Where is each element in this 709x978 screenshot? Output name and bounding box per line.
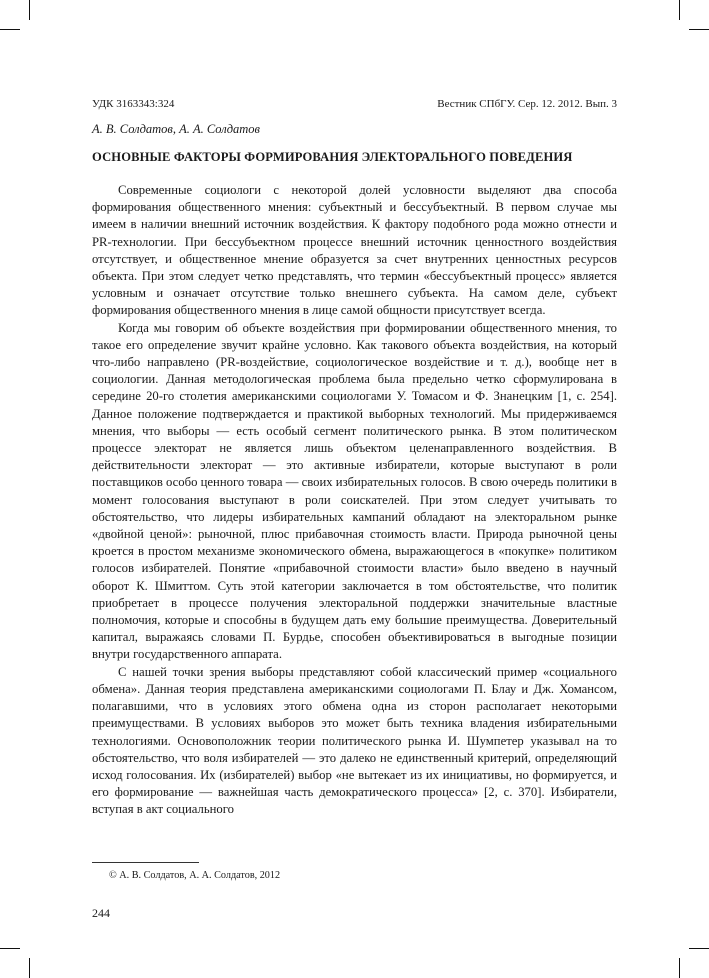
article-authors: А. В. Солдатов, А. А. Солдатов (92, 122, 260, 136)
crop-mark-bottom-left-vertical (29, 958, 30, 978)
copyright-footnote: © А. В. Солдатов, А. А. Солдатов, 2012 (109, 870, 281, 881)
footnote-divider (92, 862, 199, 863)
crop-mark-bottom-left-horizontal (0, 948, 20, 949)
journal-reference: Вестник СПбГУ. Сер. 12. 2012. Вып. 3 (437, 98, 617, 110)
running-header (92, 96, 617, 112)
article-title: ОСНОВНЫЕ ФАКТОРЫ ФОРМИРОВАНИЯ ЭЛЕКТОРАЛЬНОГО ПОВЕДЕНИЯ (92, 150, 573, 164)
body-paragraph-3: С нашей точки зрения выборы представляют собой классический пример «социального обмена». Данная теория представлена американскими социологами П. Блау и Дж. Хомансом, полагавшими, что в условиях этого обмена одна из сторон располагает некоторыми преимуществами. В условиях выборов это может быть техника владения избирательными технологиями. Основоположник теории политического рынка И. Шумпетер указывал на то обстоятельство, что воля избирателей — это далеко не единственный критерий, определяющий исход голосования. Их (избирателей) выбор «не вытекает из их инициативы, но формируется, и его формирование — важнейшая часть демократического процесса» [2, с. 370]. Избиратели, вступая в акт социального (92, 664, 617, 817)
body-paragraph-2: Когда мы говорим об объекте воздействия при формировании общественного мнения, то такое его определение звучит крайне условно. Как такового объекта воздействия, на который что-либо направлено (PR-воздействие, социологическое воздействие и т. д.), вообще нет в социологии. Данная методологическая проблема была предельно четко сформулирована в середине 20-го столетия американскими социологами У. Томасом и Ф. Знанецким [1, с. 254]. Данное положение подтверждается и практикой выборных технологий. Мы придерживаемся мнения, что выборы — есть особый сегмент политического рынка. В этом политическом процессе электорат не является лишь объектом целенаправленного воздействия. В действительности электорат — это активные избиратели, которые выступают в роли поставщиков особо ценного товара — своих избирательных голосов. В свою очередь политики в момент голосования выступают в роли соискателей. При этом следует учитывать то обстоятельство, что лидеры избирательных кампаний обладают на электоральном рынке «двойной ценой»: рыночной, плюс прибавочная стоимость власти. Природа рыночной цены кроется в простом механизме экономического обмена, выражающегося в «покупке» политиком голосов избирателей. Понятие «прибавочной стоимости власти» было введено в научный оборот К. Шмиттом. Суть этой категории заключается в том обстоятельстве, что политик приобретает в процессе получения электоральной поддержки значительные властные полномочия, которые и способны в будущем дать ему большие преимущества. Доверительный капитал, выражаясь словами П. Бурдье, способен объективироваться в выгодные позиции внутри государственного аппарата. (92, 320, 617, 662)
udc-code: УДК 3163343:324 (92, 98, 175, 110)
crop-mark-bottom-right-horizontal (689, 948, 709, 949)
page-number: 244 (92, 906, 110, 920)
crop-mark-top-right-horizontal (689, 29, 709, 30)
crop-mark-top-left-vertical (29, 0, 30, 20)
crop-mark-top-right-vertical (679, 0, 680, 20)
article-body (92, 182, 617, 819)
crop-mark-top-left-horizontal (0, 29, 20, 30)
crop-mark-bottom-right-vertical (679, 958, 680, 978)
body-paragraph-1: Современные социологи с некоторой долей условности выделяют два способа формирования общественного мнения: субъектный и бессубъектный. В первом случае мы имеем в наличии внешний источник воздействия. К фактору подобного рода можно отнести и PR-технологии. При бессубъектном процессе внешний источник ценностного воздействия отсутствует, и общественное мнение образуется за счет внутренних ценностных ресурсов объекта. При этом следует четко представлять, что термин «бессубъектный процесс» является условным и означает отсутствие только внешнего субъекта. На самом деле, субъект формирования общественного мнения в лице самой общности присутствует всегда. (92, 183, 617, 318)
